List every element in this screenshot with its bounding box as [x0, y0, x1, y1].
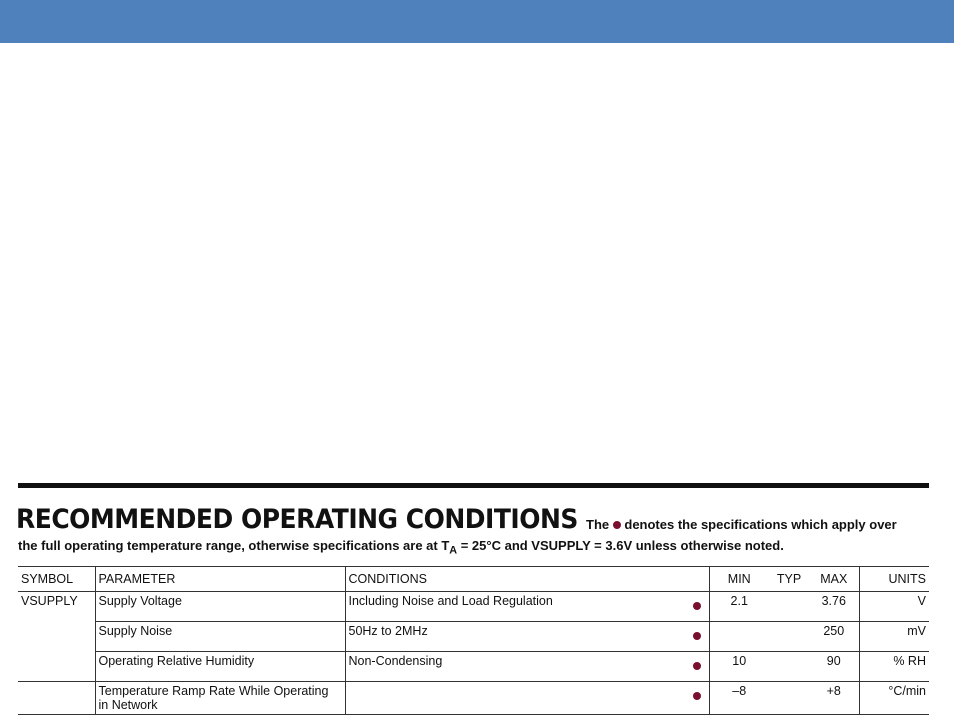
operating-conditions-table	[18, 566, 929, 715]
note-suffix: denotes the specifications which apply over	[624, 517, 897, 532]
cell-typ	[769, 682, 809, 715]
cell-symbol	[18, 682, 95, 715]
cell-parameter: Temperature Ramp Rate While Operating in Network	[95, 682, 345, 715]
cell-parameter: Supply Voltage	[95, 592, 345, 622]
cell-parameter: Supply Noise	[95, 622, 345, 652]
bullet-dot-icon	[693, 632, 701, 640]
cell-dot	[685, 682, 709, 715]
note-subscript: A	[449, 544, 458, 557]
cell-typ	[769, 592, 809, 622]
note-line2-b: = 25°C and VSUPPLY = 3.6V unless otherwise noted.	[457, 538, 784, 553]
cell-parameter: Operating Relative Humidity	[95, 652, 345, 682]
header-dot	[685, 567, 709, 592]
cell-min	[709, 622, 769, 652]
cell-max: 90	[809, 652, 859, 682]
cell-conditions: Including Noise and Load Regulation	[345, 592, 685, 622]
header-typ: TYP	[776, 572, 802, 586]
bullet-dot-icon	[693, 692, 701, 700]
section-note-line1	[586, 517, 897, 532]
section-rule	[18, 483, 929, 488]
cell-units: % RH	[859, 652, 929, 682]
cell-typ	[769, 652, 809, 682]
table-row	[18, 592, 929, 622]
header-conditions: CONDITIONS	[345, 567, 685, 592]
cell-max: +8	[809, 682, 859, 715]
table-row	[18, 652, 929, 682]
cell-max: 3.76	[809, 592, 859, 622]
cell-dot	[685, 592, 709, 622]
note-prefix: The	[586, 517, 610, 532]
cell-min: –8	[709, 682, 769, 715]
cell-dot	[685, 652, 709, 682]
table-row	[18, 682, 929, 715]
header-parameter: PARAMETER	[95, 567, 345, 592]
cell-symbol: VSUPPLY	[21, 594, 78, 608]
header-max: MAX	[820, 572, 848, 586]
cell-conditions: Non-Condensing	[345, 652, 685, 682]
cell-typ	[769, 622, 809, 652]
table-row	[18, 622, 929, 652]
cell-symbol	[18, 652, 95, 682]
cell-min: 10	[709, 652, 769, 682]
note-line2-a: the full operating temperature range, otherwise specifications are at T	[18, 538, 450, 553]
cell-max: 250	[809, 622, 859, 652]
header-min: MIN	[709, 567, 769, 592]
cell-symbol	[18, 622, 95, 652]
table-header-row	[18, 567, 929, 592]
cell-min: 2.1	[709, 592, 769, 622]
header-symbol: SYMBOL	[21, 572, 74, 586]
cell-dot	[685, 622, 709, 652]
cell-units: V	[859, 592, 929, 622]
bullet-dot-icon	[693, 602, 701, 610]
section-note-line2	[18, 538, 784, 557]
bullet-dot-icon	[613, 521, 621, 529]
bullet-dot-icon	[693, 662, 701, 670]
cell-conditions: 50Hz to 2MHz	[345, 622, 685, 652]
cell-units: mV	[859, 622, 929, 652]
header-units: UNITS	[859, 567, 929, 592]
header-bar	[0, 0, 954, 43]
section-title: RECOMMENDED OPERATING CONDITIONS	[16, 504, 578, 535]
cell-conditions	[345, 682, 685, 715]
cell-units: °C/min	[859, 682, 929, 715]
